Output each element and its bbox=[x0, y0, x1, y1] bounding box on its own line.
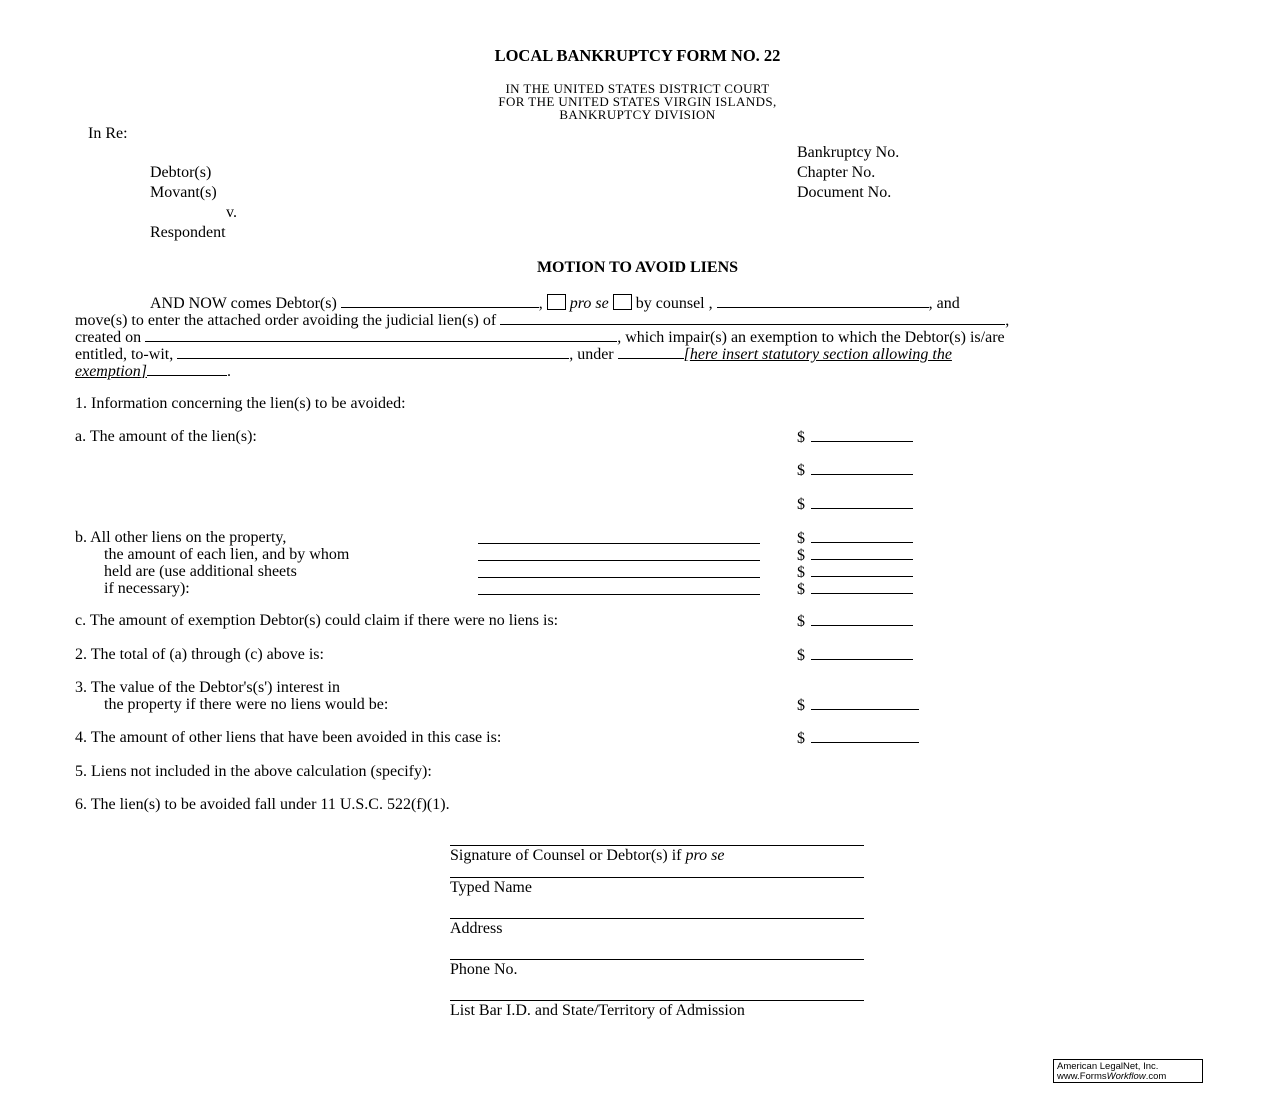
counsel-name-blank[interactable] bbox=[717, 294, 929, 308]
publisher-badge bbox=[1053, 1059, 1203, 1083]
bankruptcy-no-label: Bankruptcy No. bbox=[797, 144, 900, 161]
document-no-label: Document No. bbox=[797, 184, 892, 201]
dollar-sign: $ bbox=[797, 496, 805, 513]
form-title: LOCAL BANKRUPTCY FORM NO. 22 bbox=[494, 46, 781, 65]
body-line-1: AND NOW comes Debtor(s) , pro se by counsel , , and bbox=[150, 295, 960, 312]
court-line-1: IN THE UNITED STATES DISTRICT COURT bbox=[505, 81, 770, 96]
motion-title: MOTION TO AVOID LIENS bbox=[536, 259, 739, 276]
address-line[interactable] bbox=[450, 918, 864, 919]
dollar-sign: $ bbox=[797, 429, 805, 446]
dollar-sign: $ bbox=[797, 581, 805, 598]
item-6: 6. The lien(s) to be avoided fall under 11 U.S.C. 522(f)(1). bbox=[75, 796, 450, 813]
impair-text: , which impair(s) an exemption to which the Debtor(s) is/are bbox=[617, 329, 1005, 346]
pro-se-checkbox[interactable] bbox=[547, 294, 566, 310]
address-label: Address bbox=[450, 920, 503, 937]
body-intro: AND NOW comes Debtor(s) bbox=[150, 295, 337, 312]
other-lien-amount-4[interactable] bbox=[797, 580, 913, 598]
statute-blank[interactable] bbox=[618, 345, 684, 359]
item-4: 4. The amount of other liens that have been avoided in this case is: bbox=[75, 729, 502, 746]
signature-line[interactable] bbox=[450, 845, 864, 846]
dollar-sign: $ bbox=[797, 613, 805, 630]
lienholder-line-2[interactable] bbox=[478, 560, 760, 561]
by-counsel-checkbox[interactable] bbox=[613, 294, 632, 310]
item-b-line-2: the amount of each lien, and by whom bbox=[104, 546, 350, 563]
lienholder-line-3[interactable] bbox=[478, 577, 760, 578]
exemption-amount[interactable] bbox=[797, 612, 913, 630]
signature-label: Signature of Counsel or Debtor(s) if pro se bbox=[450, 847, 725, 864]
dollar-sign: $ bbox=[797, 547, 805, 564]
item-b-line-3: held are (use additional sheets bbox=[104, 563, 297, 580]
bar-id-label: List Bar I.D. and State/Territory of Admission bbox=[450, 1002, 745, 1019]
and-label: , and bbox=[928, 295, 960, 312]
item-2: 2. The total of (a) through (c) above is: bbox=[75, 646, 324, 663]
exemption-blank[interactable] bbox=[147, 362, 227, 376]
body-line-3 bbox=[75, 328, 1005, 346]
typed-name-label: Typed Name bbox=[450, 879, 532, 896]
body-line-5: exemption] . bbox=[75, 363, 231, 380]
body-line-2: move(s) to enter the attached order avoiding the judicial lien(s) of , bbox=[75, 312, 1010, 329]
item-3-line-2: the property if there were no liens would be: bbox=[104, 696, 389, 713]
court-line-2: FOR THE UNITED STATES VIRGIN ISLANDS, bbox=[498, 94, 777, 109]
created-on-label: created on bbox=[75, 329, 142, 346]
bar-id-line[interactable] bbox=[450, 1000, 864, 1001]
item-b-line-4: if necessary): bbox=[104, 580, 190, 597]
property-value-amount[interactable] bbox=[797, 696, 919, 714]
avoided-liens-amount[interactable] bbox=[797, 729, 919, 747]
lienholder-line-1[interactable] bbox=[478, 543, 760, 544]
lienholder-line-4[interactable] bbox=[478, 594, 760, 595]
property-blank[interactable] bbox=[177, 345, 569, 359]
created-on-blank[interactable] bbox=[145, 328, 617, 342]
dollar-sign: $ bbox=[797, 564, 805, 581]
dollar-sign: $ bbox=[797, 647, 805, 664]
other-lien-amount-3[interactable] bbox=[797, 563, 913, 581]
publisher-url: www.FormsWorkflow.com bbox=[1057, 1071, 1167, 1082]
item-b-line-1: b. All other liens on the property, bbox=[75, 529, 287, 546]
item-3-line-1: 3. The value of the Debtor's(s') interest in bbox=[75, 679, 340, 696]
lien-amount-1[interactable] bbox=[797, 428, 913, 446]
phone-line[interactable] bbox=[450, 959, 864, 960]
pro-se-label: pro se bbox=[569, 295, 609, 312]
lien-amount-3[interactable] bbox=[797, 495, 913, 513]
body-line-4 bbox=[75, 345, 952, 363]
lien-amount-2[interactable] bbox=[797, 461, 913, 479]
item-1: 1. Information concerning the lien(s) to be avoided: bbox=[75, 395, 406, 412]
item-c: c. The amount of exemption Debtor(s) could claim if there were no liens is: bbox=[75, 612, 559, 629]
item-a: a. The amount of the lien(s): bbox=[75, 428, 257, 445]
movant-label: Movant(s) bbox=[150, 184, 217, 201]
exemption-instruction: exemption] bbox=[75, 363, 147, 380]
publisher-name: American LegalNet, Inc. bbox=[1057, 1061, 1159, 1072]
move-text: move(s) to enter the attached order avoiding the judicial lien(s) of bbox=[75, 312, 497, 329]
item-5: 5. Liens not included in the above calculation (specify): bbox=[75, 763, 432, 780]
debtor-name-blank[interactable] bbox=[341, 294, 539, 308]
in-re-label: In Re: bbox=[88, 125, 128, 142]
versus-label: v. bbox=[226, 204, 237, 221]
phone-label: Phone No. bbox=[450, 961, 518, 978]
chapter-no-label: Chapter No. bbox=[797, 164, 876, 181]
court-line-3: BANKRUPTCY DIVISION bbox=[559, 107, 716, 122]
dollar-sign: $ bbox=[797, 730, 805, 747]
typed-name-line[interactable] bbox=[450, 877, 864, 878]
under-label: , under bbox=[569, 346, 614, 363]
other-lien-amount-2[interactable] bbox=[797, 546, 913, 564]
total-amount[interactable] bbox=[797, 646, 913, 664]
dollar-sign: $ bbox=[797, 462, 805, 479]
respondent-label: Respondent bbox=[150, 224, 226, 241]
other-lien-amount-1[interactable] bbox=[797, 529, 913, 547]
dollar-sign: $ bbox=[797, 530, 805, 547]
statute-instruction: [here insert statutory section allowing the bbox=[683, 346, 952, 363]
lienholder-blank[interactable] bbox=[500, 311, 1005, 325]
entitled-label: entitled, to-wit, bbox=[75, 346, 174, 363]
dollar-sign: $ bbox=[797, 697, 805, 714]
debtor-label: Debtor(s) bbox=[150, 164, 212, 181]
by-counsel-label: by counsel , bbox=[635, 295, 713, 312]
